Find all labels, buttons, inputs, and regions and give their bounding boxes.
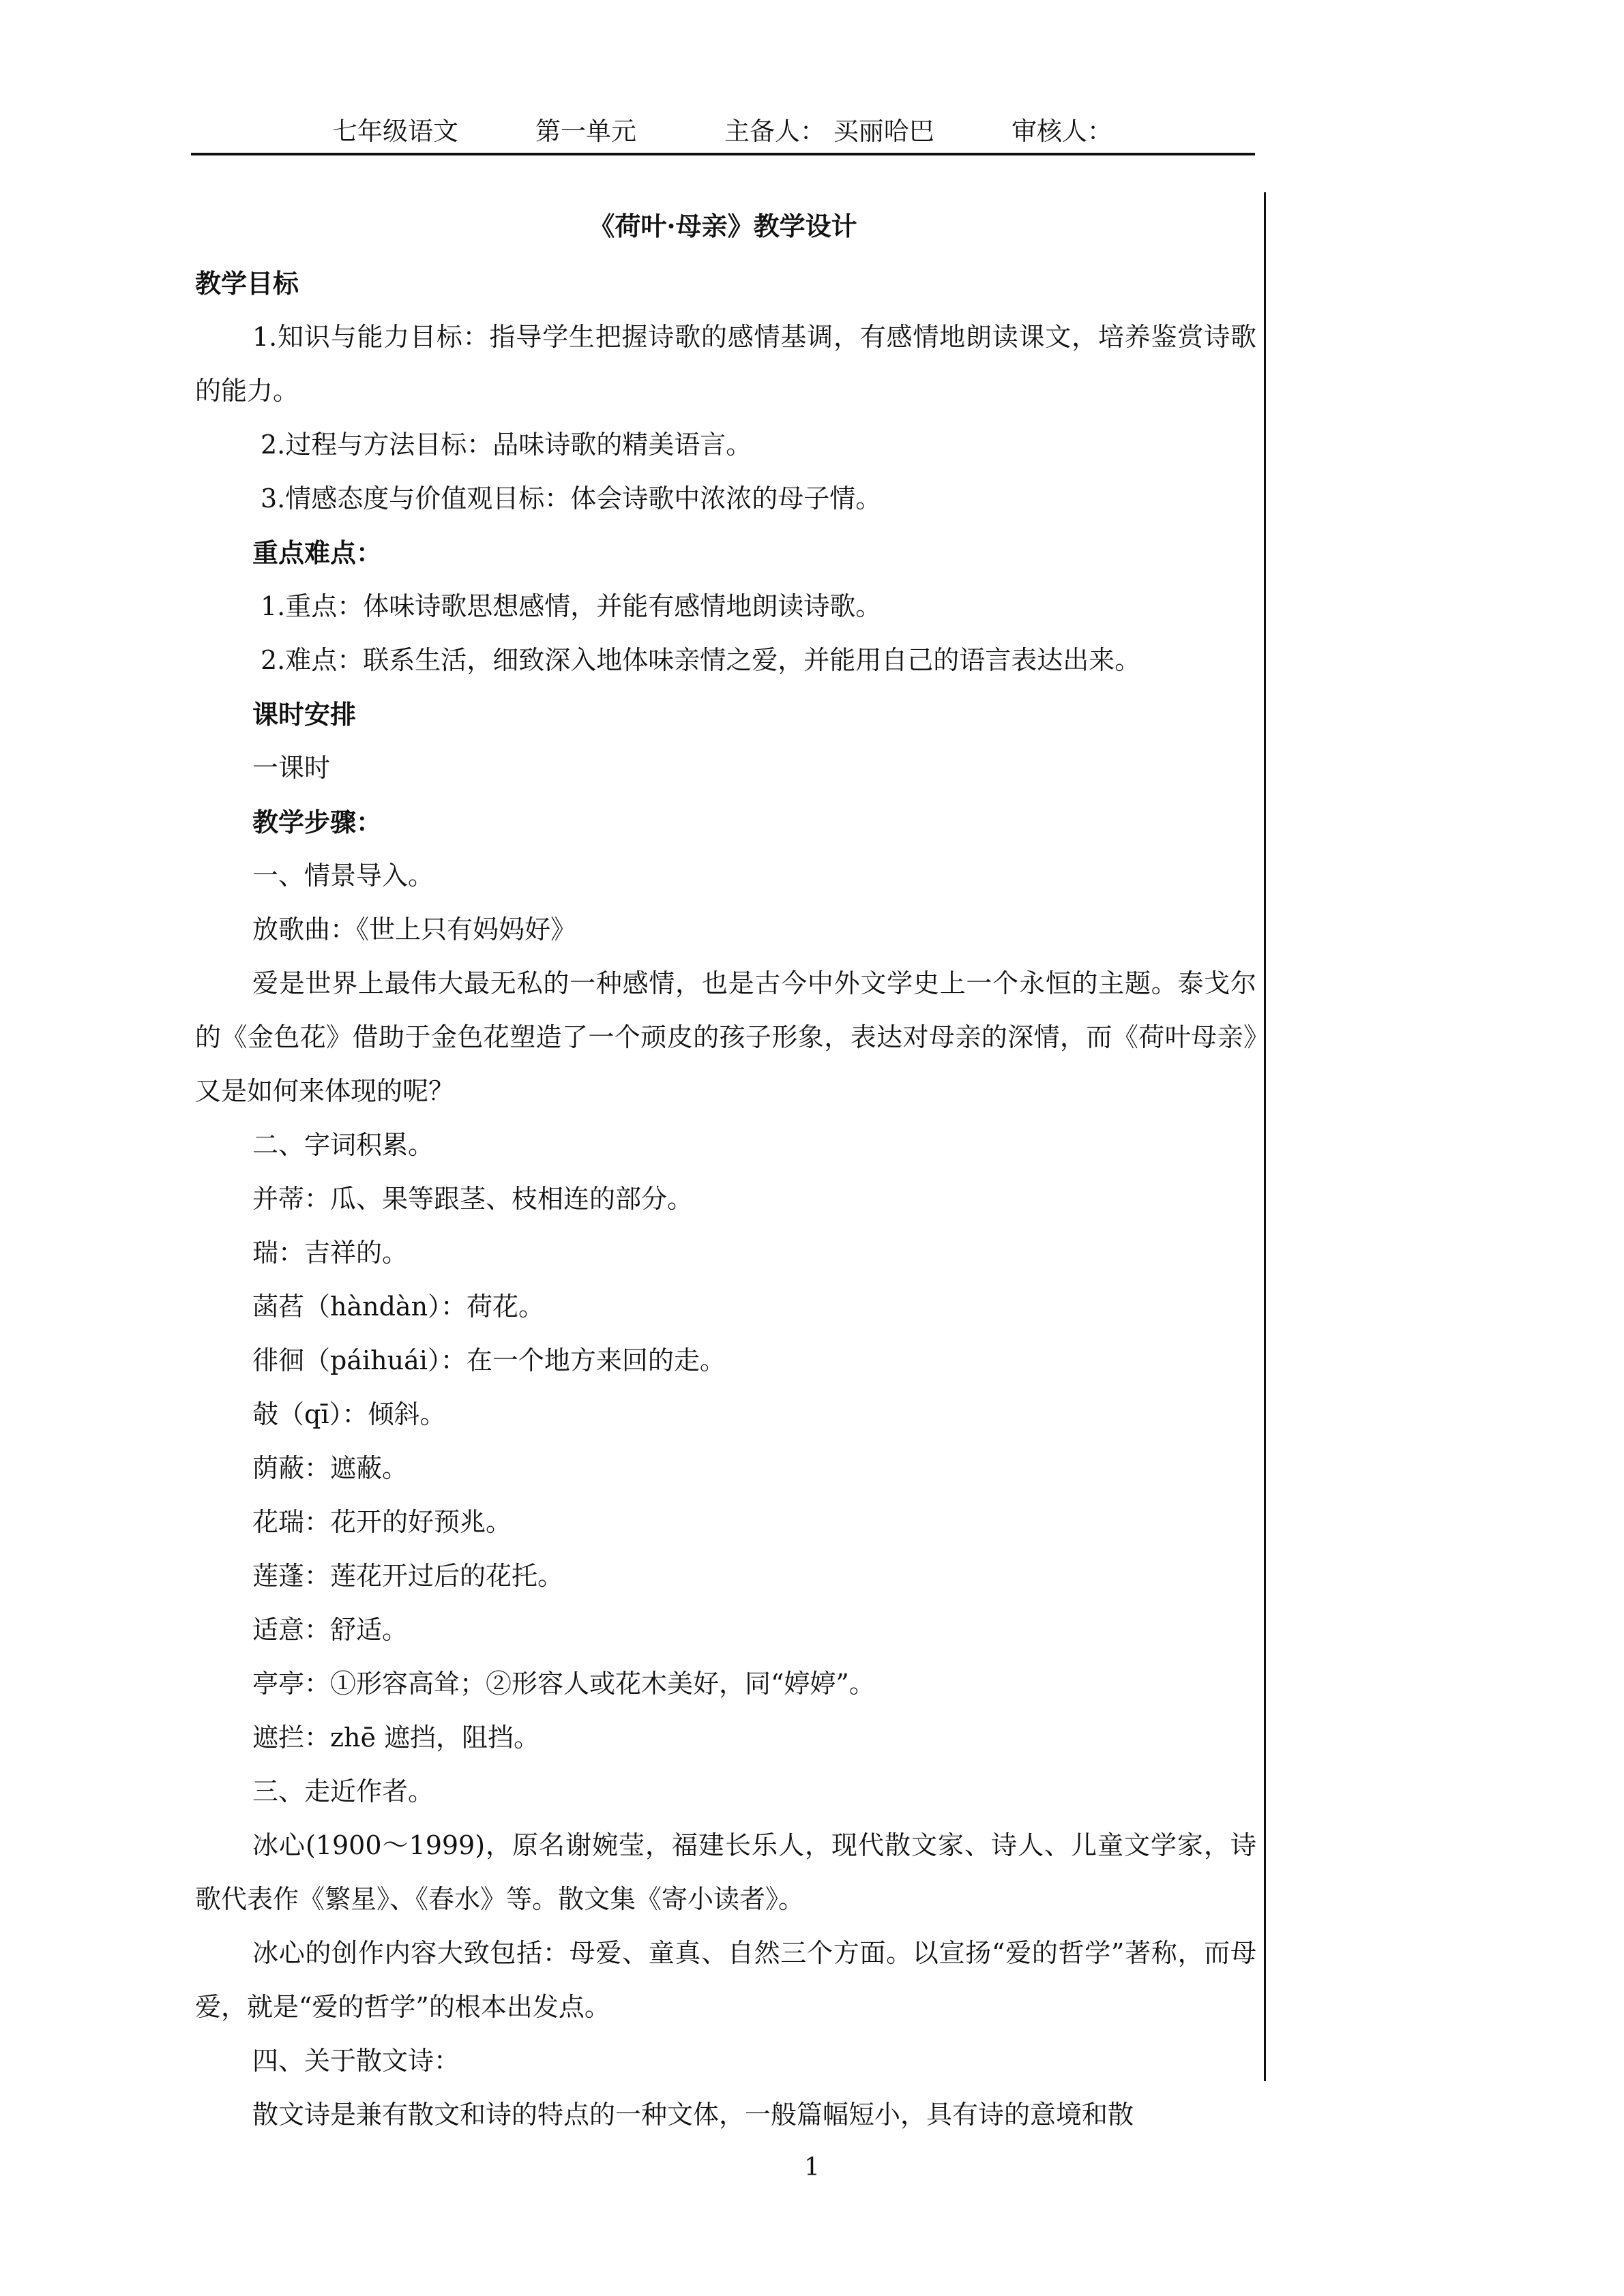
key-points-heading: 重点难点：: [252, 537, 383, 568]
objectives-heading: 教学目标: [195, 268, 299, 299]
song-line: 放歌曲：《世上只有妈妈好》: [252, 914, 577, 944]
document-body: [195, 256, 1256, 2142]
prose-poem-paragraph: 散文诗是兼有散文和诗的特点的一种文体，一般篇幅短小，具有诗的意境和散: [252, 2100, 1134, 2130]
vocab-item: 亭亭：①形容高耸；②形容人或花木美好，同“婷婷”。: [252, 1669, 875, 1699]
key-point-2: 2.难点：联系生活，细致深入地体味亲情之爱，并能用自己的语言表达出来。: [261, 645, 1141, 675]
header-unit: 第一单元: [535, 117, 636, 146]
header-grade: 七年级语文: [332, 117, 458, 146]
author-paragraph-2: 冰心的创作内容大致包括：母爱、童真、自然三个方面。以宣扬“爱的哲学”著称，而母爱，就是“爱的哲学”的根本出发点。: [195, 1938, 1256, 2022]
vocab-item: 莲蓬：莲花开过后的花托。: [252, 1561, 564, 1591]
vocab-item: 遮拦：zhē 遮挡，阻挡。: [252, 1723, 540, 1753]
right-border-line: [1264, 192, 1266, 2081]
steps-heading: 教学步骤：: [252, 807, 383, 837]
vocab-item: 荫蔽：遮蔽。: [252, 1453, 409, 1483]
objective-2: 2.过程与方法目标：品味诗歌的精美语言。: [261, 430, 752, 460]
schedule-text: 一课时: [252, 753, 331, 783]
step-1-heading: 一、情景导入。: [252, 861, 434, 891]
step-3-heading: 三、走近作者。: [252, 1776, 434, 1806]
vocab-item: 并蒂：瓜、果等跟茎、枝相连的部分。: [252, 1184, 694, 1214]
page-number: 1: [804, 2153, 820, 2181]
author-paragraph: 冰心(1900～1999)，原名谢婉莹，福建长乐人，现代散文家、诗人、儿童文学家，诗歌代表作《繁星》、《春水》等。散文集《寄小读者》。: [195, 1830, 1256, 1914]
key-point-1: 1.重点：体味诗歌思想感情，并能有感情地朗读诗歌。: [261, 591, 882, 621]
vocab-item: 攲（qī）：倾斜。: [252, 1399, 446, 1429]
intro-paragraph: 爱是世界上最伟大最无私的一种感情，也是古今中外文学史上一个永恒的主题。泰戈尔的《金色花》借助于金色花塑造了一个顽皮的孩子形象，表达对母亲的深情，而《荷叶母亲》又是如何来体现的呢？: [195, 968, 1256, 1106]
vocab-item: 菡萏（hàndàn）：荷花。: [252, 1292, 545, 1322]
vocab-item: 花瑞：花开的好预兆。: [252, 1507, 512, 1537]
objective-3: 3.情感态度与价值观目标：体会诗歌中浓浓的母子情。: [261, 483, 882, 513]
page-header: [191, 110, 1255, 155]
objective-1: 1.知识与能力目标：指导学生把握诗歌的感情基调，有感情地朗读课文，培养鉴赏诗歌的能力。: [195, 322, 1256, 406]
vocab-item: 适意：舒适。: [252, 1615, 409, 1645]
document-title: 《荷叶·母亲》教学设计: [589, 211, 857, 241]
header-reviewer: 审核人：: [1012, 117, 1112, 146]
schedule-heading: 课时安排: [252, 699, 357, 730]
step-2-heading: 二、字词积累。: [252, 1130, 434, 1160]
vocab-item: 瑞：吉祥的。: [252, 1238, 409, 1268]
vocab-item: 徘徊（páihuái）：在一个地方来回的走。: [252, 1345, 726, 1375]
step-4-heading: 四、关于散文诗：: [252, 2046, 460, 2076]
header-preparer: 主备人： 买丽哈巴: [724, 117, 934, 146]
